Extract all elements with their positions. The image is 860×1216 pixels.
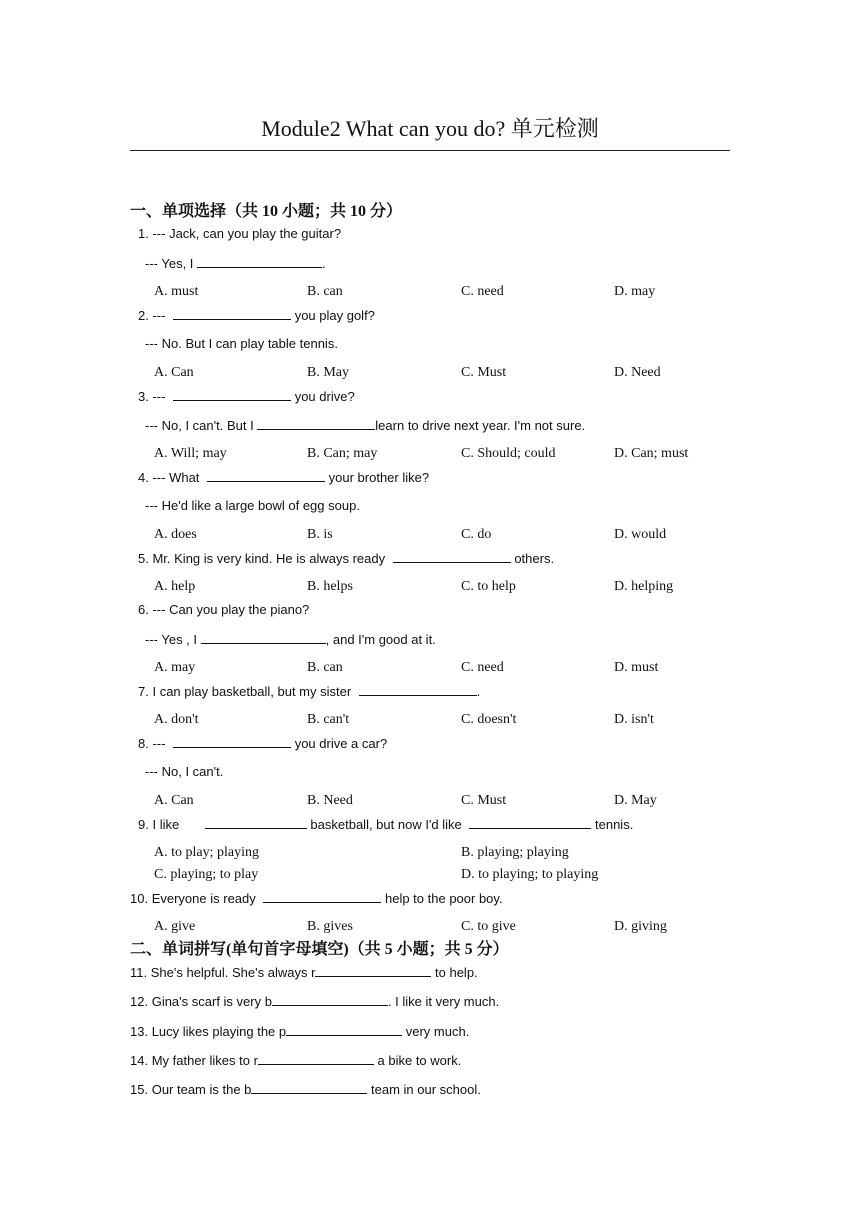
option-b[interactable]: B. May [307, 365, 349, 380]
option-a[interactable]: A. Will; may [154, 446, 227, 461]
option-d[interactable]: D. May [614, 793, 657, 808]
option-b[interactable]: B. can't [307, 712, 350, 727]
question-text: tennis. [591, 817, 634, 832]
page-title: Module2 What can you do? 单元检测 [261, 116, 599, 141]
option-a[interactable]: A. Can [154, 793, 194, 808]
question-number: 5. [138, 551, 149, 566]
question-text: I can play basketball, but my sister [152, 684, 355, 699]
question-14 [130, 1052, 461, 1068]
answer-text: learn to drive next year. I'm not sure. [375, 418, 586, 433]
question-number: 10. [130, 891, 149, 906]
option-c[interactable]: C. to help [461, 579, 516, 594]
question-text: you play golf? [291, 308, 375, 323]
question-text: you drive? [291, 389, 355, 404]
option-b[interactable]: B. gives [307, 919, 353, 934]
answer-blank[interactable] [173, 388, 291, 401]
option-c[interactable]: C. do [461, 527, 492, 542]
option-c[interactable]: C. to give [461, 919, 516, 934]
question-text: a bike to work. [373, 1053, 462, 1068]
question-11 [130, 964, 478, 980]
option-d[interactable]: D. would [614, 527, 667, 542]
question-12 [130, 993, 499, 1009]
question-text: --- [152, 308, 170, 323]
question-13 [130, 1023, 469, 1039]
question-text: I like [152, 817, 183, 832]
question-3 [138, 388, 355, 404]
option-a[interactable]: A. may [154, 660, 196, 675]
question-text: . [476, 684, 481, 699]
answer-blank[interactable] [286, 1023, 402, 1036]
option-a[interactable]: A. don't [154, 712, 199, 727]
question-text: others. [510, 551, 555, 566]
option-c[interactable]: C. need [461, 284, 504, 299]
option-d[interactable]: D. may [614, 284, 656, 299]
option-a[interactable]: A. Can [154, 365, 194, 380]
question-text: help to the poor boy. [381, 891, 503, 906]
option-b[interactable]: B. is [307, 527, 333, 542]
answer-text: --- Yes, I [145, 256, 198, 271]
question-text: you drive a car? [291, 736, 388, 751]
question-number: 2. [138, 308, 149, 323]
question-8 [138, 735, 387, 751]
answer-text: . [322, 256, 326, 271]
option-b[interactable]: B. Need [307, 793, 353, 808]
question-number: 1. [138, 226, 149, 241]
answer-blank[interactable] [257, 417, 375, 430]
answer-blank[interactable] [315, 964, 431, 977]
option-c[interactable]: C. Should; could [461, 446, 556, 461]
option-d[interactable]: D. giving [614, 919, 667, 934]
question-number: 14. [130, 1053, 149, 1068]
question-text: --- Can you play the piano? [152, 602, 310, 617]
answer-blank[interactable] [359, 683, 477, 696]
question-2-response: --- No. But I can play table tennis. [145, 336, 338, 351]
answer-blank[interactable] [205, 816, 307, 829]
question-6 [138, 602, 309, 617]
question-text: very much. [402, 1024, 470, 1039]
question-2 [138, 307, 375, 323]
option-a[interactable]: A. does [154, 527, 197, 542]
question-number: 12. [130, 994, 149, 1009]
option-d[interactable]: D. helping [614, 579, 674, 594]
question-10 [130, 890, 503, 906]
answer-text: , and I'm good at it. [325, 632, 436, 647]
question-text: to help. [431, 965, 478, 980]
option-c[interactable]: C. need [461, 660, 504, 675]
option-b[interactable]: B. playing; playing [461, 845, 569, 860]
question-5 [138, 550, 554, 566]
question-4-response: --- He'd like a large bowl of egg soup. [145, 498, 360, 513]
question-number: 13. [130, 1024, 149, 1039]
question-15 [130, 1081, 481, 1097]
question-3-response [145, 417, 585, 433]
question-number: 3. [138, 389, 149, 404]
answer-blank[interactable] [263, 890, 381, 903]
question-9 [138, 816, 633, 832]
option-b[interactable]: B. Can; may [307, 446, 378, 461]
question-text: --- What [152, 470, 204, 485]
option-b[interactable]: B. helps [307, 579, 353, 594]
question-6-response [145, 631, 436, 647]
option-a[interactable]: A. must [154, 284, 199, 299]
question-text: team in our school. [367, 1082, 481, 1097]
title-divider [130, 150, 730, 151]
question-text: My father likes to r [151, 1053, 258, 1068]
answer-text: --- Yes , I [145, 632, 201, 647]
option-c[interactable]: C. Must [461, 793, 507, 808]
option-b[interactable]: B. can [307, 284, 343, 299]
question-text: . I like it very much. [387, 994, 500, 1009]
answer-blank[interactable] [197, 255, 322, 268]
answer-blank[interactable] [258, 1052, 374, 1065]
answer-blank[interactable] [201, 631, 326, 644]
option-a[interactable]: A. to play; playing [154, 845, 259, 860]
section-heading-multiple-choice: 一、单项选择（共 10 小题；共 10 分） [130, 203, 403, 220]
question-text: Gina's scarf is very b [151, 994, 272, 1009]
question-1 [138, 226, 341, 241]
question-number: 4. [138, 470, 149, 485]
question-number: 7. [138, 684, 149, 699]
question-1-answer-line [145, 255, 326, 271]
question-8-response: --- No, I can't. [145, 764, 224, 779]
question-text: --- [152, 389, 170, 404]
question-text: your brother like? [325, 470, 430, 485]
option-a[interactable]: A. give [154, 919, 196, 934]
option-b[interactable]: B. can [307, 660, 343, 675]
question-text: Lucy likes playing the p [151, 1024, 287, 1039]
question-text: Our team is the b [151, 1082, 252, 1097]
answer-blank[interactable] [393, 550, 511, 563]
answer-blank[interactable] [469, 816, 591, 829]
question-text: basketball, but now I'd like [306, 817, 466, 832]
option-c[interactable]: C. playing; to play [154, 867, 259, 882]
option-d[interactable]: D. to playing; to playing [461, 867, 599, 882]
option-d[interactable]: D. Need [614, 365, 661, 380]
question-number: 6. [138, 602, 149, 617]
answer-blank[interactable] [251, 1081, 367, 1094]
option-d[interactable]: D. Can; must [614, 446, 689, 461]
question-text: --- [152, 736, 170, 751]
option-d[interactable]: D. isn't [614, 712, 654, 727]
question-number: 15. [130, 1082, 149, 1097]
question-text: Mr. King is very kind. He is always ready [152, 551, 389, 566]
question-number: 8. [138, 736, 149, 751]
option-a[interactable]: A. help [154, 579, 196, 594]
answer-blank[interactable] [173, 307, 291, 320]
question-text: She's helpful. She's always r [150, 965, 316, 980]
answer-blank[interactable] [207, 469, 325, 482]
option-d[interactable]: D. must [614, 660, 659, 675]
question-text: --- Jack, can you play the guitar? [152, 226, 342, 241]
question-7 [138, 683, 480, 699]
question-number: 9. [138, 817, 149, 832]
question-4 [138, 469, 429, 485]
answer-blank[interactable] [272, 993, 388, 1006]
option-c[interactable]: C. Must [461, 365, 507, 380]
question-text: Everyone is ready [151, 891, 260, 906]
section-heading-word-spelling: 二、单词拼写(单句首字母填空)（共 5 小题；共 5 分） [130, 941, 509, 958]
option-c[interactable]: C. doesn't [461, 712, 517, 727]
question-number: 11. [130, 965, 148, 980]
answer-text: --- No, I can't. But I [145, 418, 258, 433]
answer-blank[interactable] [173, 735, 291, 748]
